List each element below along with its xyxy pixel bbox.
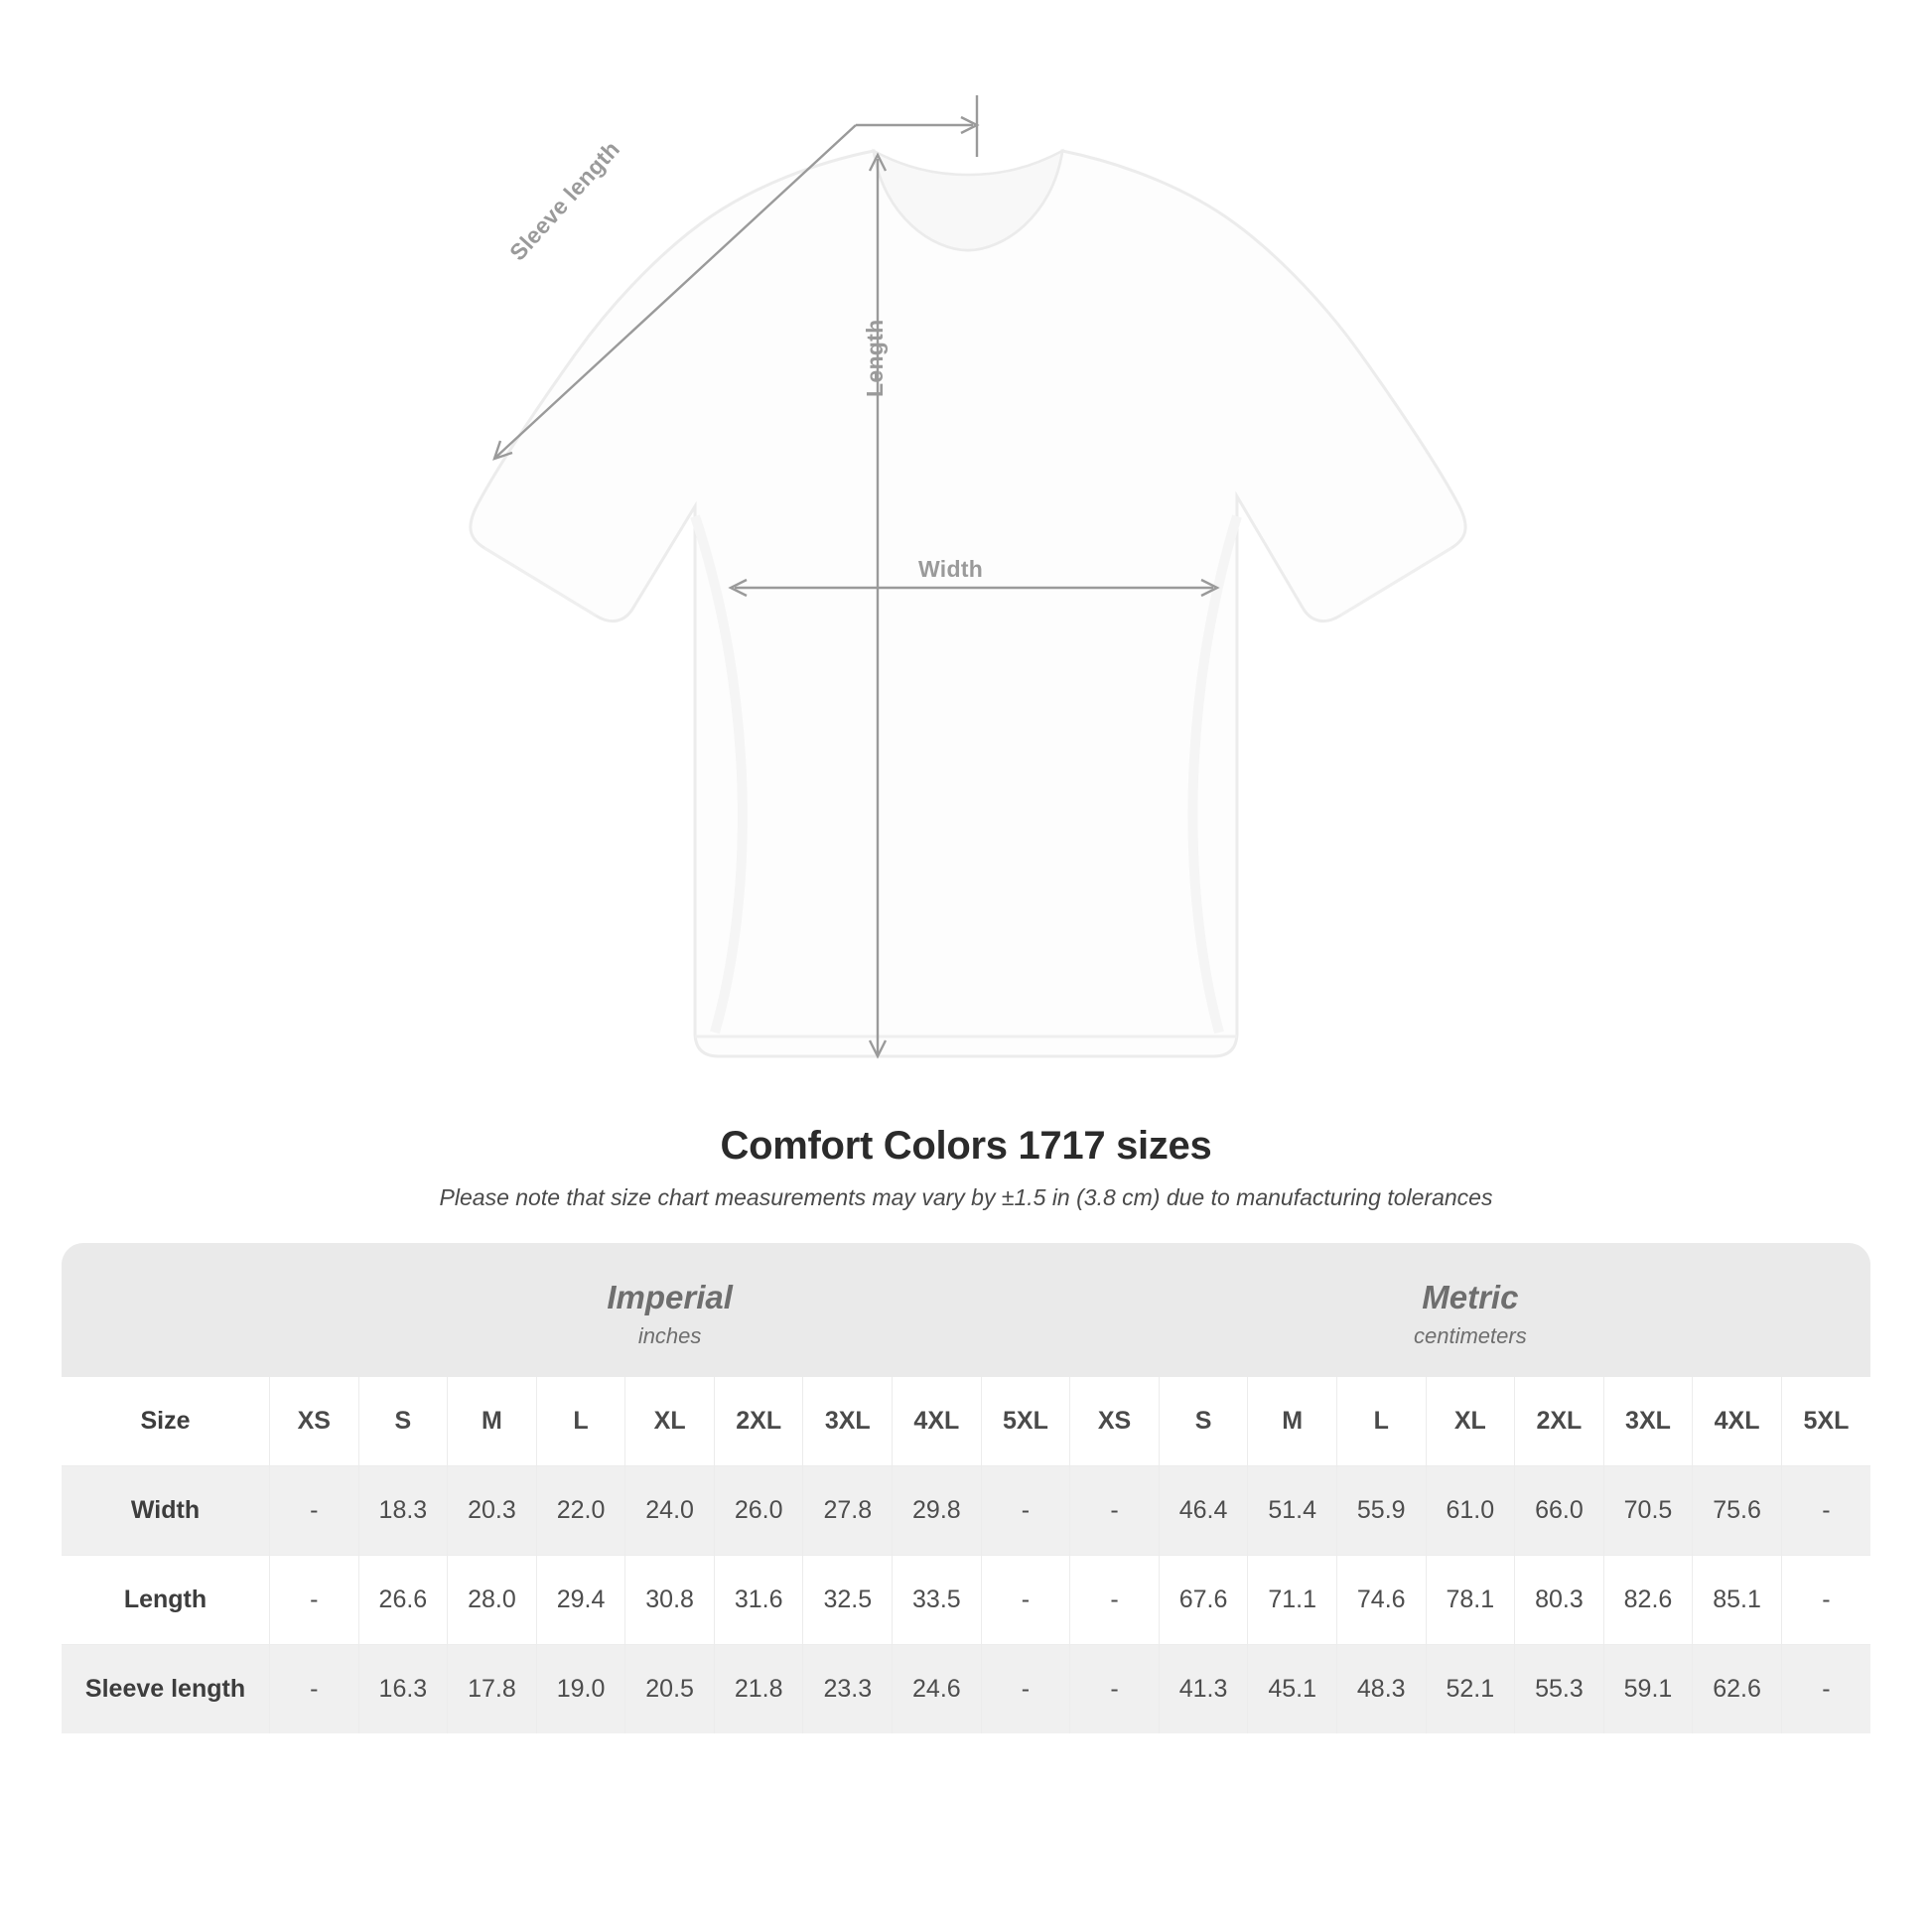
- cell-width-imperial-4xl: 29.8: [893, 1466, 982, 1556]
- size-table-wrapper: [62, 1243, 1870, 1733]
- cell-sleeve-imperial-xl: 20.5: [625, 1645, 715, 1734]
- imperial-unit: inches: [637, 1323, 702, 1349]
- cell-sleeve-imperial-5xl: -: [981, 1645, 1070, 1734]
- cell-sleeve-metric-l: 48.3: [1336, 1645, 1426, 1734]
- cell-sleeve-imperial-l: 19.0: [536, 1645, 625, 1734]
- col-header-imperial-m: M: [448, 1377, 537, 1466]
- cell-length-metric-3xl: 82.6: [1603, 1556, 1693, 1645]
- size-header-row: [62, 1377, 1870, 1466]
- cell-sleeve-metric-2xl: 55.3: [1515, 1645, 1604, 1734]
- cell-length-metric-s: 67.6: [1159, 1556, 1248, 1645]
- cell-length-metric-4xl: 85.1: [1693, 1556, 1782, 1645]
- cell-width-metric-5xl: -: [1781, 1466, 1870, 1556]
- cell-sleeve-metric-3xl: 59.1: [1603, 1645, 1693, 1734]
- col-header-imperial-3xl: 3XL: [803, 1377, 893, 1466]
- table-row: [62, 1645, 1870, 1734]
- cell-width-imperial-2xl: 26.0: [714, 1466, 803, 1556]
- length-dimension-label: Length: [862, 319, 888, 397]
- metric-system-header: [1070, 1243, 1870, 1377]
- cell-length-metric-xl: 78.1: [1426, 1556, 1515, 1645]
- cell-sleeve-imperial-xs: -: [270, 1645, 359, 1734]
- cell-sleeve-imperial-2xl: 21.8: [714, 1645, 803, 1734]
- cell-width-metric-2xl: 66.0: [1515, 1466, 1604, 1556]
- cell-width-metric-xs: -: [1070, 1466, 1160, 1556]
- cell-sleeve-metric-m: 45.1: [1248, 1645, 1337, 1734]
- cell-sleeve-metric-4xl: 62.6: [1693, 1645, 1782, 1734]
- col-header-metric-l: L: [1336, 1377, 1426, 1466]
- cell-width-metric-xl: 61.0: [1426, 1466, 1515, 1556]
- col-header-metric-2xl: 2XL: [1515, 1377, 1604, 1466]
- cell-width-imperial-3xl: 27.8: [803, 1466, 893, 1556]
- cell-sleeve-imperial-s: 16.3: [358, 1645, 448, 1734]
- size-table: [62, 1243, 1870, 1733]
- cell-length-imperial-2xl: 31.6: [714, 1556, 803, 1645]
- cell-length-imperial-4xl: 33.5: [893, 1556, 982, 1645]
- table-row: [62, 1466, 1870, 1556]
- cell-width-metric-l: 55.9: [1336, 1466, 1426, 1556]
- title-block: [0, 1124, 1932, 1211]
- col-header-metric-5xl: 5XL: [1781, 1377, 1870, 1466]
- metric-label: Metric: [1422, 1279, 1519, 1315]
- col-header-metric-xs: XS: [1070, 1377, 1160, 1466]
- width-dimension-label: Width: [918, 556, 984, 582]
- tshirt-shape: [471, 127, 1465, 1056]
- sleeve-length-dimension-label: Sleeve length: [504, 135, 625, 266]
- cell-length-imperial-5xl: -: [981, 1556, 1070, 1645]
- cell-width-metric-4xl: 75.6: [1693, 1466, 1782, 1556]
- cell-sleeve-metric-s: 41.3: [1159, 1645, 1248, 1734]
- cell-length-metric-2xl: 80.3: [1515, 1556, 1604, 1645]
- cell-sleeve-imperial-m: 17.8: [448, 1645, 537, 1734]
- cell-length-imperial-m: 28.0: [448, 1556, 537, 1645]
- cell-sleeve-metric-5xl: -: [1781, 1645, 1870, 1734]
- cell-width-imperial-s: 18.3: [358, 1466, 448, 1556]
- cell-width-imperial-5xl: -: [981, 1466, 1070, 1556]
- col-header-imperial-4xl: 4XL: [893, 1377, 982, 1466]
- col-header-imperial-5xl: 5XL: [981, 1377, 1070, 1466]
- cell-length-imperial-xl: 30.8: [625, 1556, 715, 1645]
- cell-length-metric-m: 71.1: [1248, 1556, 1337, 1645]
- imperial-system-header: [270, 1243, 1070, 1377]
- col-header-metric-m: M: [1248, 1377, 1337, 1466]
- cell-length-imperial-3xl: 32.5: [803, 1556, 893, 1645]
- col-header-imperial-xs: XS: [270, 1377, 359, 1466]
- spacer-cell: [62, 1243, 270, 1377]
- cell-width-metric-m: 51.4: [1248, 1466, 1337, 1556]
- size-header-label: Size: [62, 1377, 270, 1466]
- table-row: [62, 1556, 1870, 1645]
- cell-sleeve-imperial-3xl: 23.3: [803, 1645, 893, 1734]
- col-header-metric-4xl: 4XL: [1693, 1377, 1782, 1466]
- unit-system-header-row: [62, 1243, 1870, 1377]
- page-title: Comfort Colors 1717 sizes: [720, 1124, 1212, 1168]
- col-header-imperial-xl: XL: [625, 1377, 715, 1466]
- cell-sleeve-metric-xl: 52.1: [1426, 1645, 1515, 1734]
- cell-width-imperial-xs: -: [270, 1466, 359, 1556]
- tolerance-note: Please note that size chart measurements may vary by ±1.5 in (3.8 cm) due to manufacturing tolerances: [439, 1184, 1493, 1210]
- row-label-width: Width: [62, 1466, 270, 1556]
- cell-length-imperial-xs: -: [270, 1556, 359, 1645]
- cell-length-imperial-s: 26.6: [358, 1556, 448, 1645]
- cell-width-metric-s: 46.4: [1159, 1466, 1248, 1556]
- cell-length-metric-xs: -: [1070, 1556, 1160, 1645]
- cell-width-imperial-m: 20.3: [448, 1466, 537, 1556]
- cell-width-metric-3xl: 70.5: [1603, 1466, 1693, 1556]
- col-header-metric-xl: XL: [1426, 1377, 1515, 1466]
- cell-sleeve-metric-xs: -: [1070, 1645, 1160, 1734]
- imperial-label: Imperial: [607, 1279, 733, 1315]
- col-header-imperial-2xl: 2XL: [714, 1377, 803, 1466]
- cell-length-metric-l: 74.6: [1336, 1556, 1426, 1645]
- row-label-length: Length: [62, 1556, 270, 1645]
- col-header-imperial-s: S: [358, 1377, 448, 1466]
- cell-width-imperial-xl: 24.0: [625, 1466, 715, 1556]
- cell-length-metric-5xl: -: [1781, 1556, 1870, 1645]
- row-label-sleeve-length: Sleeve length: [62, 1645, 270, 1734]
- cell-length-imperial-l: 29.4: [536, 1556, 625, 1645]
- col-header-metric-3xl: 3XL: [1603, 1377, 1693, 1466]
- cell-sleeve-imperial-4xl: 24.6: [893, 1645, 982, 1734]
- cell-width-imperial-l: 22.0: [536, 1466, 625, 1556]
- col-header-imperial-l: L: [536, 1377, 625, 1466]
- col-header-metric-s: S: [1159, 1377, 1248, 1466]
- metric-unit: centimeters: [1414, 1323, 1527, 1349]
